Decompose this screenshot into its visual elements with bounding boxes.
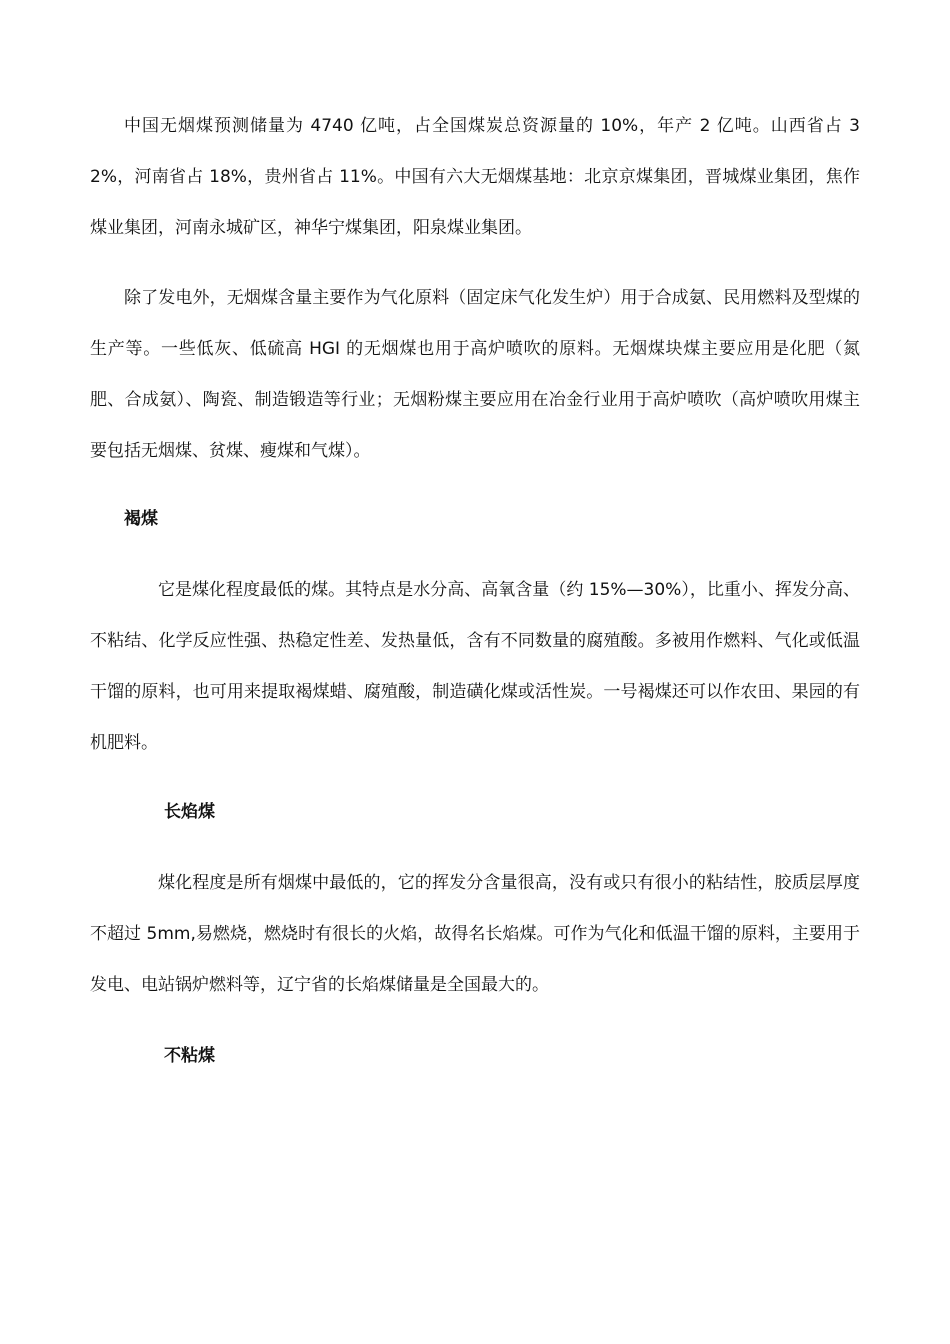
heading-lignite: 褐煤 <box>124 509 158 529</box>
paragraph-anthracite-uses: 除了发电外，无烟煤含量主要作为气化原料（固定床气化发生炉）用于合成氨、民用燃料及型煤的生产等。一些低灰、低硫高 HGI 的无烟煤也用于高炉喷吹的原料。无烟煤块煤主要应用是化肥（氮肥、合成氨）、陶瓷、制造锻造等行业；无烟粉煤主要应用在冶金行业用于高炉喷吹（高炉喷吹用煤主要包括无烟煤、贫煤、瘦煤和气煤）。 <box>90 288 860 461</box>
paragraph-anthracite-reserves: 中国无烟煤预测储量为 4740 亿吨，占全国煤炭总资源量的 10%，年产 2 亿吨。山西省占 32%，河南省占 18%，贵州省占 11%。中国有六大无烟煤基地：北京京煤集团，晋城煤业集团，焦作煤业集团，河南永城矿区，神华宁煤集团，阳泉煤业集团。 <box>90 116 860 238</box>
paragraph-long-flame-coal: 煤化程度是所有烟煤中最低的，它的挥发分含量很高，没有或只有很小的粘结性，胶质层厚度不超过 5mm,易燃烧，燃烧时有很长的火焰，故得名长焰煤。可作为气化和低温干馏的原料，主要用于发电、电站锅炉燃料等，辽宁省的长焰煤储量是全国最大的。 <box>90 873 860 995</box>
paragraph-lignite: 它是煤化程度最低的煤。其特点是水分高、高氧含量（约 15%—30%），比重小、挥发分高、不粘结、化学反应性强、热稳定性差、发热量低，含有不同数量的腐殖酸。多被用作燃料、气化或低温干馏的原料，也可用来提取褐煤蜡、腐殖酸，制造磺化煤或活性炭。一号褐煤还可以作农田、果园的有机肥料。 <box>90 580 860 753</box>
heading-long-flame-coal: 长焰煤 <box>164 802 215 822</box>
heading-non-caking-coal: 不粘煤 <box>164 1046 215 1066</box>
